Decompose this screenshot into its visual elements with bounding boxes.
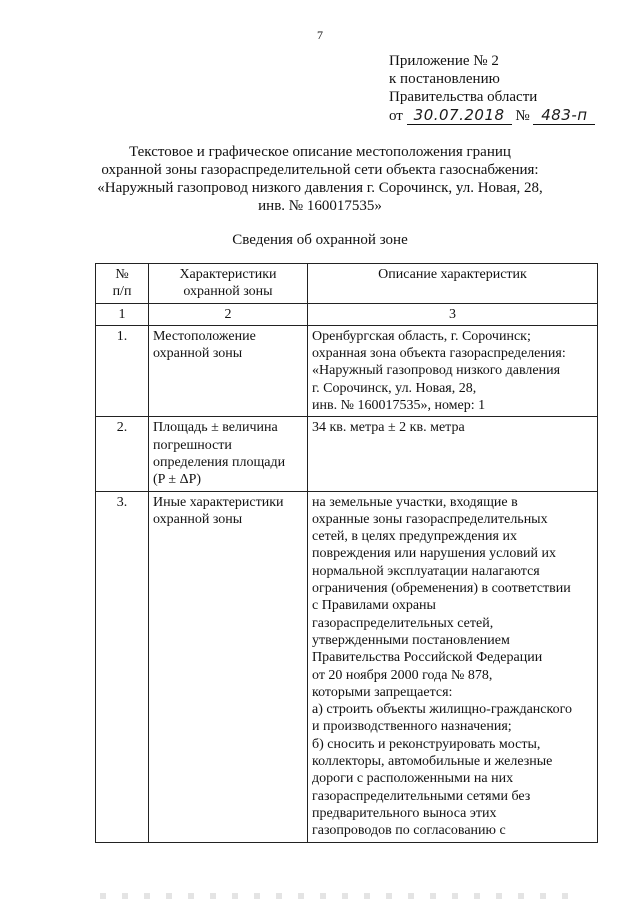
cell-line: инв. № 160017535», номер: 1 bbox=[312, 398, 486, 414]
cell-line: определения площади bbox=[153, 454, 286, 470]
table-row bbox=[96, 491, 598, 842]
cell-line: Иные характеристики bbox=[153, 494, 284, 510]
cell-line: а) строить объекты жилищно-гражданского bbox=[312, 702, 572, 718]
row-description bbox=[308, 417, 598, 491]
cell-line: газораспределительными сетями без bbox=[312, 788, 531, 804]
cell-line: газораспределительных сетей, bbox=[312, 615, 494, 631]
cell-line: охранная зона объекта газораспределения: bbox=[312, 346, 566, 362]
cell-line: коллекторы, автомобильные и железные bbox=[312, 754, 553, 770]
header-cell-description bbox=[308, 264, 598, 304]
cell-line: охранной зоны bbox=[153, 346, 243, 362]
cell-line: (P ± ΔP) bbox=[153, 472, 202, 488]
header-text: Характеристики bbox=[179, 267, 277, 282]
appendix-government: Правительства области bbox=[389, 89, 538, 105]
appendix-date-line bbox=[389, 106, 595, 125]
cell-line: «Наружный газопровод низкого давления bbox=[312, 363, 561, 379]
handwritten-number: 483-п bbox=[533, 106, 595, 125]
row-number: 2. bbox=[96, 417, 149, 491]
page-number: 7 bbox=[317, 28, 323, 42]
header-cell-characteristics bbox=[149, 264, 308, 304]
cell-line: погрешности bbox=[153, 437, 232, 453]
appendix-to-resolution: к постановлению bbox=[389, 71, 500, 87]
number-label: № bbox=[515, 108, 530, 124]
row-description bbox=[308, 325, 598, 416]
next-page-bleed bbox=[100, 893, 580, 899]
cell-line: б) сносить и реконструировать мосты, bbox=[312, 736, 541, 752]
cell-line: на земельные участки, входящие в bbox=[312, 494, 518, 510]
cell-line: которыми запрещается: bbox=[312, 684, 453, 700]
cell-line: ограничения (обременения) в соответствии bbox=[312, 581, 571, 597]
cell-line: предварительного выноса этих bbox=[312, 805, 497, 821]
cell-line: охранные зоны газораспределительных bbox=[312, 511, 548, 527]
cell-line: Правительства Российской Федерации bbox=[312, 650, 543, 666]
column-number: 2 bbox=[149, 303, 308, 325]
section-title: Сведения об охранной зоне bbox=[232, 232, 408, 248]
column-number: 3 bbox=[308, 303, 598, 325]
cell-line: 34 кв. метра ± 2 кв. метра bbox=[312, 420, 465, 436]
cell-line: и производственного назначения; bbox=[312, 719, 512, 735]
header-text: № bbox=[115, 267, 129, 282]
appendix-title: Приложение № 2 bbox=[389, 53, 499, 69]
table-header-row bbox=[96, 264, 598, 304]
cell-line: охранной зоны bbox=[153, 511, 243, 527]
cell-line: повреждения или нарушения условий их bbox=[312, 546, 556, 562]
cell-line: Местоположение bbox=[153, 328, 256, 344]
cell-line: от 20 ноября 2000 года № 878, bbox=[312, 667, 493, 683]
title-line: Текстовое и графическое описание местоположения границ bbox=[129, 144, 511, 160]
cell-line: утвержденными постановлением bbox=[312, 632, 510, 648]
table-row bbox=[96, 417, 598, 491]
cell-line: сетей, в целях предупреждения их bbox=[312, 529, 517, 545]
document-title bbox=[0, 143, 640, 215]
row-number: 1. bbox=[96, 325, 149, 416]
cell-line: г. Сорочинск, ул. Новая, 28, bbox=[312, 380, 477, 396]
row-number: 3. bbox=[96, 491, 149, 842]
handwritten-date: 30.07.2018 bbox=[407, 106, 512, 125]
header-text: охранной зоны bbox=[183, 284, 273, 300]
cell-line: нормальной эксплуатации налагаются bbox=[312, 563, 540, 579]
row-characteristic bbox=[149, 417, 308, 491]
column-number-row bbox=[96, 303, 598, 325]
cell-line: Площадь ± величина bbox=[153, 420, 278, 436]
cell-line: Оренбургская область, г. Сорочинск; bbox=[312, 328, 531, 344]
cell-line: с Правилами охраны bbox=[312, 598, 436, 614]
row-characteristic bbox=[149, 491, 308, 842]
row-characteristic bbox=[149, 325, 308, 416]
cell-line: дороги с расположенными на них bbox=[312, 771, 514, 787]
title-line: инв. № 160017535» bbox=[258, 198, 382, 214]
row-description bbox=[308, 491, 598, 842]
from-label: от bbox=[389, 108, 403, 124]
zone-info-table bbox=[95, 263, 598, 843]
title-line: «Наружный газопровод низкого давления г. Сорочинск, ул. Новая, 28, bbox=[97, 180, 543, 196]
header-text: п/п bbox=[112, 284, 132, 300]
column-number: 1 bbox=[96, 303, 149, 325]
table-row bbox=[96, 325, 598, 416]
header-cell-number bbox=[96, 264, 149, 304]
cell-line: газопроводов по согласованию с bbox=[312, 823, 506, 839]
title-line: охранной зоны газораспределительной сети объекта газоснабжения: bbox=[101, 162, 539, 178]
header-text: Описание характеристик bbox=[378, 267, 527, 282]
appendix-block bbox=[389, 52, 595, 125]
